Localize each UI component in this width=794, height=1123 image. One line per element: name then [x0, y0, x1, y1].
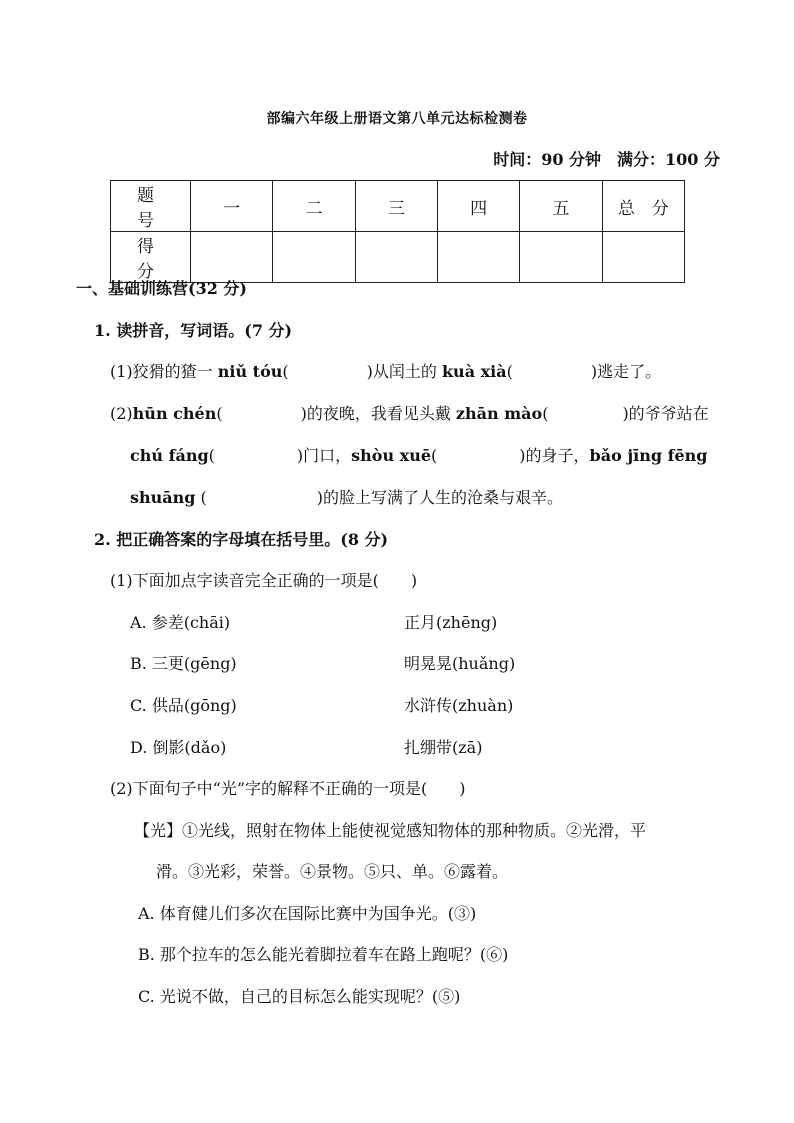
text: (	[431, 446, 438, 465]
choice-a[interactable]: A. 体育健儿们多次在国际比赛中为国争光。(③)	[138, 904, 477, 923]
text: (2)	[110, 404, 133, 423]
score-table-cell: 一	[191, 181, 273, 232]
option-a-left[interactable]: A. 参差(chāi)	[130, 613, 231, 632]
score-table-cell: 四	[437, 181, 519, 232]
pinyin: bǎo jīng fēng	[589, 446, 708, 465]
text: (	[542, 404, 549, 423]
question-1-stem: 1. 读拼音，写词语。(7 分)	[94, 321, 293, 340]
option-a-right: 正月(zhēng)	[404, 613, 498, 632]
text: (	[506, 362, 513, 381]
option-d-left[interactable]: D. 倒影(dǎo)	[130, 738, 227, 757]
q1-line-4	[130, 485, 563, 508]
text: )的夜晚，我看见头戴	[300, 404, 456, 423]
pinyin: zhān mào	[455, 404, 543, 423]
section-heading: 一、基础训练营(32 分)	[76, 279, 247, 298]
pinyin: shòu xuē	[351, 446, 432, 465]
text: )门口，	[296, 446, 352, 465]
score-table-cell: 二	[273, 181, 355, 232]
option-d-right: 扎绷带(zā)	[404, 738, 483, 757]
pinyin: kuà xià	[441, 362, 507, 381]
definition-line-1: 【光】①光线，照射在物体上能使视觉感知物体的那种物质。②光滑，平	[134, 821, 647, 840]
text: )从闰土的	[366, 362, 442, 381]
pinyin: niǔ tóu	[217, 362, 283, 381]
pinyin: chú fáng	[130, 446, 209, 465]
score-table-cell: 题 号	[111, 181, 191, 232]
score-table-score-row	[111, 232, 685, 283]
option-c-left[interactable]: C. 供品(gōng)	[130, 696, 237, 715]
text: (	[195, 488, 207, 507]
text: (	[282, 362, 289, 381]
score-input-cell[interactable]	[520, 232, 602, 283]
q1-line-2	[110, 401, 709, 424]
score-input-cell[interactable]	[602, 232, 684, 283]
score-input-cell[interactable]	[273, 232, 355, 283]
text: )逃走了。	[590, 362, 662, 381]
score-table-header-row	[111, 181, 685, 232]
option-b-left[interactable]: B. 三更(gēng)	[130, 654, 237, 673]
score-table-cell: 得 分	[111, 232, 191, 283]
q1-line-1	[110, 359, 661, 382]
score-table-cell: 三	[355, 181, 437, 232]
q2-sub-question-1: (1)下面加点字读音完全正确的一项是( )	[110, 571, 418, 590]
score-input-cell[interactable]	[437, 232, 519, 283]
choice-c[interactable]: C. 光说不做，自己的目标怎么能实现呢？(⑤)	[138, 987, 461, 1006]
choice-b[interactable]: B. 那个拉车的怎么能光着脚拉着车在路上跑呢？(⑥)	[138, 945, 509, 964]
q1-line-3	[130, 443, 707, 466]
question-2-stem: 2. 把正确答案的字母填在括号里。(8 分)	[94, 530, 389, 549]
score-table	[110, 180, 685, 283]
score-input-cell[interactable]	[355, 232, 437, 283]
score-input-cell[interactable]	[191, 232, 273, 283]
time-and-score-info: 时间：90 分钟 满分：100 分	[493, 150, 720, 169]
text: (	[216, 404, 223, 423]
pinyin: hūn chén	[132, 404, 217, 423]
text: (1)狡猾的猹一	[110, 362, 218, 381]
score-table-cell: 总 分	[602, 181, 684, 232]
q2-sub-question-2: (2)下面句子中“光”字的解释不正确的一项是( )	[110, 779, 466, 798]
text: )的身子，	[519, 446, 590, 465]
exam-title: 部编六年级上册语文第八单元达标检测卷	[266, 111, 528, 127]
score-table-cell: 五	[520, 181, 602, 232]
text: (	[208, 446, 215, 465]
option-b-right: 明晃晃(huǎng)	[404, 654, 516, 673]
text: )的爷爷站在	[622, 404, 709, 423]
text: )的脸上写满了人生的沧桑与艰辛。	[316, 488, 564, 507]
option-c-right: 水浒传(zhuàn)	[404, 696, 514, 715]
pinyin: shuāng	[130, 488, 196, 507]
definition-line-2: 滑。③光彩，荣誉。④景物。⑤只、单。⑥露着。	[156, 862, 509, 881]
